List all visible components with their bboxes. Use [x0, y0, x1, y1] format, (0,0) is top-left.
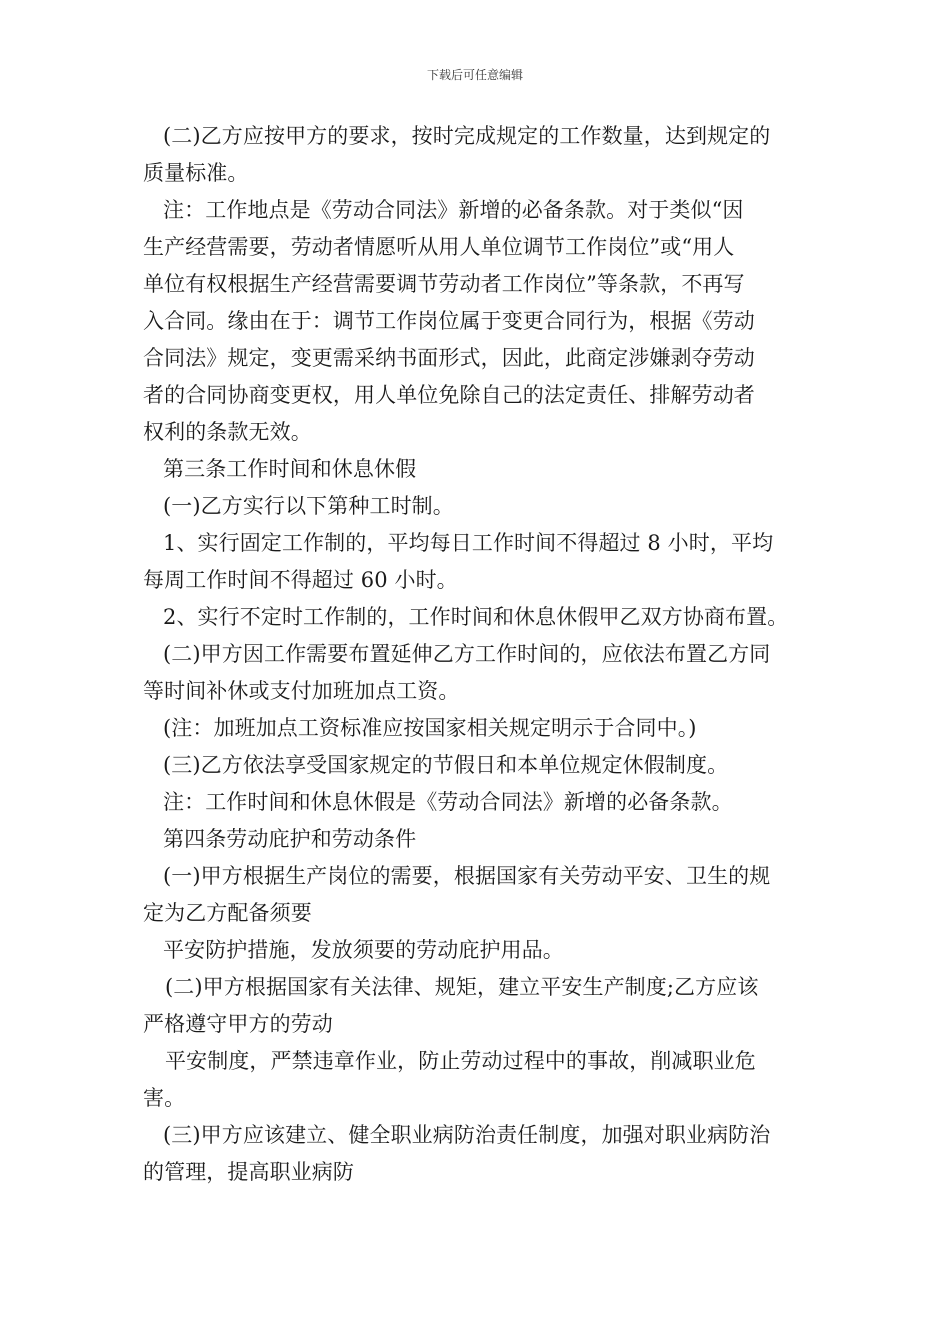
paragraph-line: (三)甲方应该建立、健全职业病防治责任制度，加强对职业病防治 — [163, 1123, 771, 1147]
paragraph-line: 第四条劳动庇护和劳动条件 — [163, 827, 417, 851]
page-header: 下载后可任意编辑 — [426, 68, 523, 82]
paragraph-line: 第三条工作时间和休息休假 — [163, 457, 417, 481]
paragraph-line: (二)甲方因工作需要布置延伸乙方工作时间的，应依法布置乙方同 — [163, 642, 771, 666]
paragraph-line: 单位有权根据生产经营需要调节劳动者工作岗位”等条款，不再写 — [143, 272, 745, 296]
paragraph-line: 注：工作地点是《劳动合同法》新增的必备条款。对于类似“因 — [163, 198, 744, 222]
paragraph-line: 等时间补休或支付加班加点工资。 — [143, 679, 460, 703]
paragraph-line: (二)乙方应按甲方的要求，按时完成规定的工作数量，达到规定的 — [163, 124, 771, 148]
paragraph-line: (一)乙方实行以下第种工时制。 — [163, 494, 454, 518]
paragraph-line: 权利的条款无效。 — [143, 420, 312, 444]
paragraph-line: 定为乙方配备须要 — [143, 901, 312, 925]
paragraph-line: 严格遵守甲方的劳动 — [143, 1012, 333, 1036]
paragraph-line: 者的合同协商变更权，用人单位免除自己的法定责任、排解劳动者 — [143, 383, 755, 407]
paragraph-line: 平安制度，严禁违章作业，防止劳动过程中的事故，削减职业危 — [165, 1049, 756, 1073]
paragraph-line: 质量标准。 — [143, 161, 249, 185]
paragraph-line: 合同法》规定，变更需采纳书面形式，因此，此商定涉嫌剥夺劳动 — [143, 346, 755, 370]
paragraph-line: 每周工作时间不得超过 60 小时。 — [143, 568, 458, 592]
document-body — [143, 118, 811, 1191]
paragraph-line: 害。 — [143, 1086, 186, 1110]
paragraph-line: 生产经营需要，劳动者情愿听从用人单位调节工作岗位”或“用人 — [143, 235, 735, 259]
paragraph-line: 入合同。缘由在于：调节工作岗位属于变更合同行为，根据《劳动 — [143, 309, 755, 333]
paragraph-line: (二)甲方根据国家有关法律、规矩，建立平安生产制度;乙方应该 — [165, 975, 759, 999]
paragraph-line: (三)乙方依法享受国家规定的节假日和本单位规定休假制度。 — [163, 753, 729, 777]
paragraph-line: 注：工作时间和休息休假是《劳动合同法》新增的必备条款。 — [163, 790, 733, 814]
paragraph-line: 1、实行固定工作制的，平均每日工作时间不得超过 8 小时，平均 — [163, 531, 774, 555]
paragraph-line: 平安防护措施，发放须要的劳动庇护用品。 — [163, 938, 564, 962]
paragraph-line: (注：加班加点工资标准应按国家相关规定明示于合同中。) — [163, 716, 697, 740]
paragraph-line: 2、实行不定时工作制的，工作时间和休息休假甲乙双方协商布置。 — [163, 605, 789, 629]
paragraph-line: 的管理，提高职业病防 — [143, 1160, 354, 1184]
paragraph-line: (一)甲方根据生产岗位的需要，根据国家有关劳动平安、卫生的规 — [163, 864, 771, 888]
